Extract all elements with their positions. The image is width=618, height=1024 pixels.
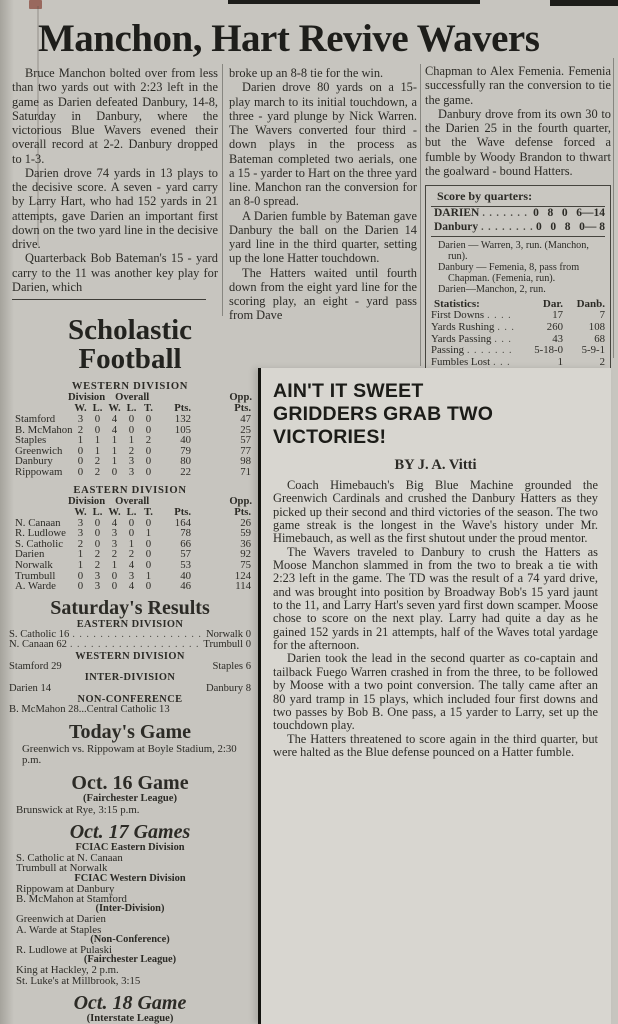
val: 0 [128, 413, 135, 425]
team-name: DARIEN [434, 207, 480, 219]
spacer [480, 298, 517, 310]
oct16-league: (Fairchester League) [82, 792, 178, 804]
val: 0 [94, 413, 101, 425]
stat-value: 68 [594, 332, 605, 345]
team: B. McMahon [15, 423, 73, 436]
results-nonconf-heading: NON-CONFERENCE [77, 693, 183, 705]
val: 3 [94, 580, 101, 593]
val: 2 [111, 548, 118, 561]
val: 2 [145, 434, 152, 447]
col-label: W. [108, 403, 121, 414]
col-label: T. [144, 403, 153, 414]
column-rule [222, 64, 223, 316]
col-label: W. [108, 506, 121, 518]
article-column-3 [425, 64, 611, 386]
val: 1 [77, 558, 84, 571]
stat-value: 260 [546, 320, 563, 333]
score-box-title: Score by quarters: [431, 189, 605, 207]
val: 0 [128, 423, 135, 436]
eastern-division-heading: EASTERN DIVISION [73, 484, 187, 496]
scoring-summary-line: Danbury — Femenia, 8, pass from Chapman. (Femenia, run). [438, 262, 580, 284]
val: 47 [240, 413, 251, 425]
oct18-title: Oct. 18 Game [73, 991, 187, 1014]
stat-label: Yards Passing [431, 332, 492, 345]
oct17-game: R. Ludlowe at Pulaski [16, 944, 112, 956]
result-line [6, 662, 254, 672]
dot-leader [482, 207, 530, 221]
article-column-1 [12, 66, 218, 300]
header-overall: Overall [115, 495, 150, 507]
oct16-title: Oct. 16 Game [71, 771, 189, 794]
oct17-game: Greenwich at Darien [16, 913, 106, 926]
dot-leader [481, 221, 533, 235]
val: 2 [77, 423, 84, 436]
val: 0 [145, 465, 152, 478]
paragraph: Chapman to Alex Femenia. Femenia successfully ran the conversion to tie the game. [425, 64, 611, 107]
oct17-game: Rippowam at Danbury [16, 882, 115, 895]
val: 0 [111, 465, 118, 478]
result-right: Norwalk 0 [205, 629, 251, 641]
section-title-line: Scholastic [67, 314, 193, 346]
byline: BY J. A. Vitti [394, 457, 477, 473]
val: 0 [128, 527, 135, 540]
torn-edge-bar [228, 0, 480, 4]
standings-row [6, 581, 254, 592]
team: Darien [15, 548, 45, 561]
team: Stamford [15, 413, 56, 425]
column-end-rule [12, 299, 206, 300]
col-label: Pts. [174, 403, 191, 414]
val: 4 [111, 516, 118, 529]
team: N. Canaan [15, 516, 61, 529]
val: 36 [240, 537, 251, 550]
todays-game-title: Today's Game [68, 720, 192, 743]
val: 4 [128, 580, 135, 593]
result-line [6, 684, 254, 694]
val: 2 [94, 455, 101, 468]
stat-value: 43 [552, 332, 563, 345]
val: 114 [235, 580, 251, 593]
val: 1 [111, 455, 118, 468]
oct17-game: B. McMahon at Stamford [16, 892, 127, 905]
val: 3 [77, 516, 84, 529]
torn-edge-bar [550, 0, 618, 6]
oct17-game: King at Hackley, 2 p.m. [16, 964, 119, 977]
team: Greenwich [15, 444, 63, 457]
paragraph: Coach Himebauch's Big Blue Machine grounded the Greenwich Cardinals and crushed the Danbury Hatters as they picked up their second and third victories of the season. The two game streak is the longest in the Wave's history under Mr. Himebauch, as well as the first shutout under the proud mentor. [273, 478, 598, 546]
article-column-2 [229, 66, 417, 323]
section-title [6, 316, 254, 374]
val: 66 [180, 537, 191, 550]
val: 77 [240, 444, 251, 457]
stat-value: 17 [552, 309, 563, 321]
val: 3 [94, 569, 101, 582]
val: 71 [240, 465, 251, 478]
val: 0 [145, 413, 152, 425]
column-rule [420, 64, 421, 366]
stat-label: First Downs [431, 309, 485, 321]
team: S. Catholic [15, 537, 63, 550]
result-right: Danbury 8 [205, 682, 251, 694]
col-label: L. [126, 506, 137, 518]
header-opp: Opp. [229, 495, 252, 507]
results-western-heading: WESTERN DIVISION [75, 650, 185, 662]
val: 0 [145, 548, 152, 561]
team-name: Danbury [434, 220, 479, 233]
stat-label: Yards Rushing [431, 320, 495, 333]
paragraph: Darien drove 74 yards in 13 plays to the decisive score. A seven - yard carry by Larry Hart, who had 152 yards in 21 attempts, gave Darien an important first down on the two yard line in the decisive drive. [12, 165, 218, 251]
paragraph: Quarterback Bob Bateman's 15 - yard carry to the 11 was another key play for Darien, which [12, 251, 218, 294]
val: 4 [128, 558, 135, 571]
result-left: Stamford 29 [9, 660, 62, 672]
standings-header-cols [6, 507, 254, 518]
val: 0 [94, 516, 101, 529]
dot-leader [497, 322, 514, 334]
val: 105 [174, 423, 191, 436]
oct17-heading: FCIAC Western Division [74, 872, 186, 884]
oct17-title: Oct. 17 Games [69, 820, 191, 843]
section-title-line: Football [78, 343, 182, 375]
standings-header-groups [6, 392, 254, 403]
spacer [105, 496, 115, 507]
val: 2 [94, 465, 101, 478]
val: 3 [111, 527, 118, 540]
val: 0 [145, 455, 152, 468]
spacer [105, 392, 115, 403]
standings-row [6, 467, 254, 478]
col-label: Pts. [234, 403, 251, 414]
val: 132 [174, 413, 191, 425]
dot-leader [72, 630, 203, 640]
val: 0 [145, 558, 152, 571]
article-title-line: VICTORIES! [273, 426, 387, 448]
team: Rippowam [15, 465, 63, 478]
header-division: Division [68, 495, 106, 507]
oct17-heading: (Inter-Division) [95, 903, 165, 915]
saturdays-results-title: Saturday's Results [50, 596, 210, 619]
stat-label: Passing [431, 344, 464, 357]
val: 164 [174, 516, 191, 529]
article-title [273, 380, 598, 449]
val: 25 [240, 423, 251, 436]
header-division: Division [68, 392, 106, 403]
column-rule [613, 58, 614, 358]
todays-game-text: Greenwich vs. Rippowam at Boyle Stadium, 2:30 p.m. [22, 742, 237, 766]
val: 0 [145, 423, 152, 436]
val: 1 [145, 527, 152, 540]
stat-value: 5-9-1 [581, 344, 605, 357]
stat-row [431, 322, 605, 334]
red-ink-mark [29, 0, 42, 9]
val: 1 [128, 434, 135, 447]
val: 57 [180, 548, 191, 561]
team: Danbury [15, 455, 53, 468]
val: 3 [111, 537, 118, 550]
divider [431, 236, 605, 237]
col-label: Pts. [174, 506, 191, 518]
val: 0 [94, 537, 101, 550]
scholastic-football-section [6, 316, 254, 1024]
val: 98 [240, 455, 251, 468]
val: 0 [145, 516, 152, 529]
val: 3 [77, 413, 84, 425]
val: 2 [128, 548, 135, 561]
dot-leader [494, 334, 514, 346]
val: 53 [180, 558, 191, 571]
stat-value: 108 [588, 320, 605, 333]
val: 4 [111, 413, 118, 425]
val: 40 [180, 569, 191, 582]
val: 1 [111, 444, 118, 457]
stat-label: Fumbles Lost [431, 356, 491, 369]
result-left: N. Canaan 62 [9, 639, 67, 651]
val: 3 [128, 569, 135, 582]
val: 124 [234, 569, 251, 582]
oct17-heading: FCIAC Eastern Division [75, 841, 185, 853]
col-label: T. [144, 506, 153, 518]
val: 1 [145, 569, 152, 582]
quarter-scores: 0 8 0 6—14 [533, 207, 605, 219]
val: 1 [77, 548, 84, 561]
val: 0 [94, 527, 101, 540]
val: 0 [111, 580, 118, 593]
val: 92 [240, 548, 251, 561]
article-title-line: GRIDDERS GRAB TWO [273, 403, 494, 425]
paragraph: A Darien fumble by Bateman gave Danbury the ball on the Darien 14 yard line in the third quarter, setting up the lone Hatter touchdown. [229, 208, 417, 266]
result-right: Trumbull 0 [203, 639, 251, 651]
oct17-game: A. Warde at Staples [16, 923, 102, 936]
spacer [149, 392, 229, 403]
scoring-summary-line: Darien — Warren, 3, run. (Manchon, run). [438, 240, 589, 262]
result-right: Staples 6 [212, 660, 251, 672]
val: 3 [77, 527, 84, 540]
team: A. Warde [15, 580, 56, 593]
paragraph: broke up an 8-8 tie for the win. [229, 66, 384, 80]
team: Staples [15, 434, 47, 447]
val: 2 [128, 444, 135, 457]
val: 0 [128, 516, 135, 529]
val: 0 [77, 455, 84, 468]
header-opp: Opp. [229, 392, 252, 403]
val: 0 [77, 569, 84, 582]
team: Norwalk [15, 558, 53, 571]
results-eastern-heading: EASTERN DIVISION [76, 618, 184, 630]
standings-header-groups [6, 496, 254, 507]
val: 1 [128, 537, 135, 550]
val: 59 [240, 527, 251, 540]
val: 80 [180, 455, 191, 468]
oct18-league: (Interstate League) [86, 1012, 174, 1024]
val: 0 [145, 580, 152, 593]
val: 0 [145, 537, 152, 550]
val: 3 [128, 455, 135, 468]
dot-leader [70, 640, 200, 650]
result-left: S. Catholic 16 [9, 629, 70, 641]
score-row-danbury [431, 221, 605, 235]
stat-value: 2 [599, 356, 605, 369]
val: 78 [180, 527, 191, 540]
val: 1 [111, 558, 118, 571]
oct17-game: St. Luke's at Millbrook, 3:15 [16, 974, 141, 987]
col-danbury: Danb. [576, 298, 605, 310]
val: 0 [77, 444, 84, 457]
spacer [6, 507, 72, 518]
paragraph: Darien drove 80 yards on a 15-play march to its initial touchdown, a three - yard plunge by Nick Warren. The Wavers converted four third - down plays in the process as Bateman completed two aerials, one a 15 - yarder to Hart on the three yard line. Manchon ran the conversion for an 8-0 spread. [229, 80, 417, 209]
sweet-article [258, 368, 611, 1024]
oct17-heading: (Non-Conference) [90, 933, 170, 945]
paragraph: Bruce Manchon bolted over from less than two yards out with 2:23 left in the game as Darien defeated Danbury, 14-8, Saturday in Danbury, where the victorious Blue Wavers evened their overall record at 2-2. Danbury dropped to 1-3. [12, 66, 218, 166]
score-box [425, 185, 611, 386]
stat-value: 7 [599, 309, 605, 321]
col-label: Pts. [234, 506, 251, 518]
western-division-heading: WESTERN DIVISION [71, 381, 189, 392]
col-label: L. [126, 403, 137, 414]
paragraph: Darien took the lead in the second quarter as co-captain and tailback Fuego Warren crashed in from the three, to be followed by Moose with a two point conversion. The tally came after an 80 yard tramp in 15 plays, which included four first downs and two passes by Bob B. One pass, a 15 yarder to Larry, set up the touchdown play. [273, 651, 598, 733]
val: 0 [77, 580, 84, 593]
score-row-darien [431, 207, 605, 221]
headline: Manchon, Hart Revive Wavers [38, 17, 540, 60]
oct16-game: Brunswick at Rye, 3:15 p.m. [16, 803, 140, 816]
col-label: W. [74, 403, 87, 414]
paragraph: The Hatters waited until fourth down from the eight yard line for the scoring play, an eight - yard pass from Dave [229, 265, 417, 323]
val: 57 [240, 434, 251, 447]
standings-row [6, 414, 254, 425]
val: 1 [94, 434, 101, 447]
result-line [6, 640, 254, 650]
val: 0 [77, 465, 84, 478]
standings-row [6, 560, 254, 571]
val: 22 [180, 465, 191, 478]
val: 2 [94, 548, 101, 561]
val: 4 [111, 423, 118, 436]
paragraph: The Wavers traveled to Danbury to crush the Hatters as Moose Manchon slammed in from the two to break a tie with 2:23 left in the game. The TD was the result of a 74 yard drive, and was brought into position by Broadway Bob's 15 yard jaunt to the 11, and Larry Hart's seven yard first down scamper. Moose chose to score on the next play. Larry had quite a day as he gained 152 yards in 21 attempts, half of the Waves total yardage for the afternoon. [273, 544, 598, 653]
val: 40 [180, 434, 191, 447]
val: 3 [128, 465, 135, 478]
article-title-line: AIN'T IT SWEET [273, 380, 424, 402]
result-left: Darien 14 [9, 682, 52, 694]
col-darien: Dar. [542, 298, 563, 310]
val: 79 [180, 444, 191, 457]
paragraph: The Hatters threatened to score again in the third quarter, but were halted as the Blue defense pounced on a Hatter fumble. [273, 731, 598, 759]
val: 1 [94, 444, 101, 457]
oct17-game: S. Catholic at N. Canaan [16, 852, 123, 865]
paragraph: Danbury drove from its own 30 to the Darien 25 in the fourth quarter, but the Wave defense forced a fumble by Woody Brandon to thwart the goalward - bound Hatters. [425, 106, 611, 178]
val: 1 [77, 434, 84, 447]
results-inter-heading: INTER-DIVISION [84, 672, 176, 684]
stat-value: 5-18-0 [534, 344, 563, 357]
stat-value: 1 [557, 356, 563, 369]
val: 75 [240, 558, 251, 571]
scoring-summary-line: Darien—Manchon, 2, run. [438, 284, 546, 295]
val: 2 [77, 537, 84, 550]
col-label: L. [92, 506, 103, 518]
team: Trumbull [15, 569, 56, 582]
val: 26 [240, 516, 251, 529]
header-overall: Overall [115, 392, 150, 403]
val: 1 [111, 434, 118, 447]
result-line: B. McMahon 28...Central Catholic 13 [9, 704, 170, 716]
col-label: W. [74, 506, 87, 518]
val: 0 [94, 423, 101, 436]
team: R. Ludlowe [15, 527, 66, 540]
val: 2 [94, 558, 101, 571]
quarter-scores: 0 0 8 0— 8 [536, 220, 605, 233]
val: 0 [145, 444, 152, 457]
oct17-heading: (Fairchester League) [83, 954, 177, 966]
statistics-label: Statistics: [434, 298, 480, 310]
val: 0 [111, 569, 118, 582]
oct17-game: Trumbull at Norwalk [16, 862, 108, 875]
val: 46 [180, 580, 191, 593]
col-label: L. [92, 403, 103, 414]
spacer [149, 496, 229, 507]
